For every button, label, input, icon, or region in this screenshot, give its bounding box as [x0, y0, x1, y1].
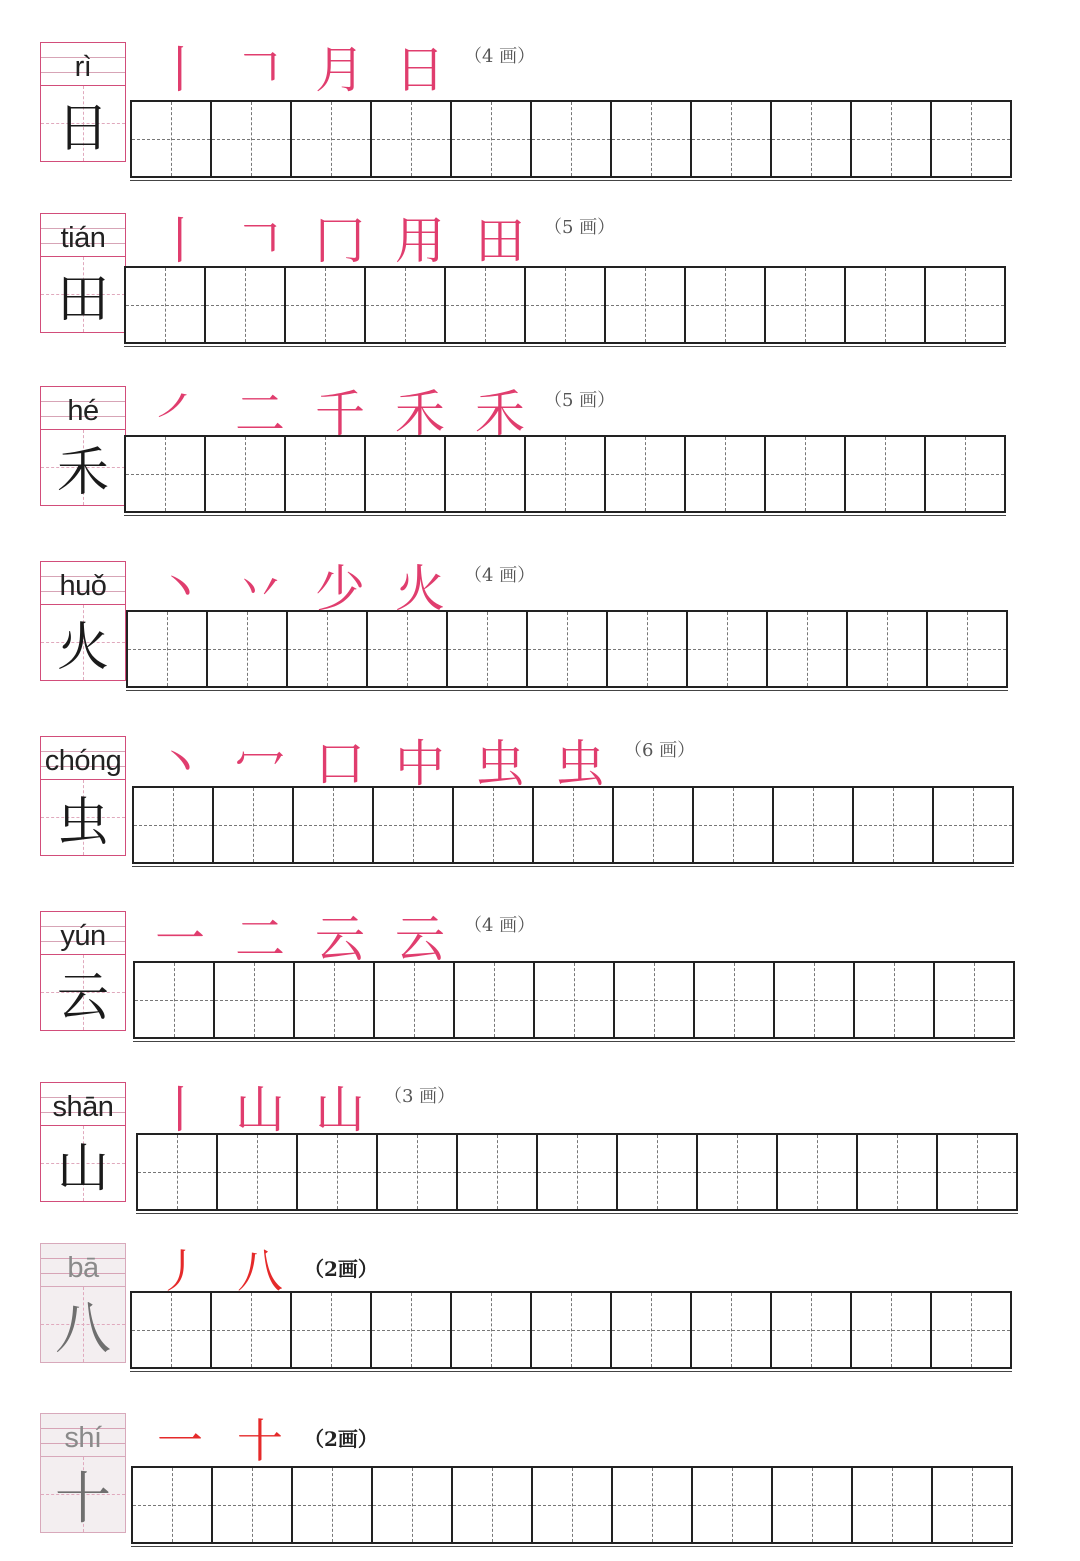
practice-cell[interactable]	[292, 102, 372, 176]
practice-cell[interactable]	[693, 1468, 773, 1542]
practice-cell[interactable]	[368, 612, 448, 686]
model-char: 云	[56, 968, 109, 1028]
practice-cell[interactable]	[452, 102, 532, 176]
pinyin-label: bā	[67, 1252, 99, 1284]
practice-cell[interactable]	[538, 1135, 618, 1209]
stroke-count: （3 画）	[384, 1086, 456, 1107]
practice-grid	[126, 610, 1008, 688]
practice-cell[interactable]	[855, 963, 935, 1037]
pinyin-label: hé	[67, 395, 99, 427]
stroke-step: 山	[315, 1081, 365, 1139]
pinyin-box	[40, 213, 126, 257]
model-char: 山	[56, 1139, 109, 1199]
stroke-order	[140, 1409, 378, 1473]
pinyin-box	[40, 1413, 126, 1457]
stroke-step: 冂	[315, 212, 365, 270]
practice-cell[interactable]	[528, 612, 608, 686]
practice-cell[interactable]	[778, 1135, 858, 1209]
model-char: 八	[55, 1296, 111, 1362]
stroke-step: 山	[235, 1081, 285, 1139]
stroke-count: （4 画）	[464, 565, 536, 586]
practice-cell[interactable]	[772, 102, 852, 176]
stroke-count: （4 画）	[464, 46, 536, 67]
practice-cell[interactable]	[373, 1468, 453, 1542]
model-char: 十	[55, 1466, 111, 1532]
practice-cell[interactable]	[686, 268, 766, 342]
practice-cell[interactable]	[375, 963, 455, 1037]
practice-cell[interactable]	[606, 268, 686, 342]
stroke-step: 云	[315, 910, 365, 968]
practice-cell[interactable]	[614, 788, 694, 862]
practice-cell[interactable]	[215, 963, 295, 1037]
model-char-box	[40, 780, 126, 856]
practice-cell[interactable]	[286, 268, 366, 342]
practice-cell[interactable]	[454, 788, 534, 862]
practice-cell[interactable]	[934, 788, 1014, 862]
practice-cell[interactable]	[526, 268, 606, 342]
pinyin-box	[40, 1243, 126, 1287]
practice-cell[interactable]	[926, 268, 1006, 342]
practice-cell[interactable]	[458, 1135, 538, 1209]
practice-cell[interactable]	[366, 437, 446, 511]
practice-cell[interactable]	[206, 268, 286, 342]
practice-cell[interactable]	[534, 788, 614, 862]
pinyin-label: tián	[60, 222, 106, 254]
practice-cell[interactable]	[773, 1468, 853, 1542]
practice-cell[interactable]	[846, 268, 926, 342]
practice-cell[interactable]	[132, 102, 212, 176]
practice-cell[interactable]	[295, 963, 375, 1037]
stroke-step: 八	[237, 1244, 283, 1298]
model-char-box	[40, 605, 126, 681]
stroke-order	[140, 38, 535, 102]
stroke-step: 中	[395, 735, 445, 793]
practice-cell[interactable]	[694, 788, 774, 862]
practice-grid	[131, 1466, 1013, 1544]
stroke-step: 二	[235, 910, 285, 968]
practice-cell[interactable]	[606, 437, 686, 511]
model-char-box	[40, 257, 126, 333]
pinyin-label: huǒ	[59, 570, 107, 602]
practice-cell[interactable]	[615, 963, 695, 1037]
stroke-step: 口	[315, 735, 365, 793]
stroke-step: 丶	[155, 735, 205, 793]
stroke-step: 丿	[157, 1244, 203, 1298]
model-char: 田	[56, 270, 109, 330]
stroke-step: 田	[475, 212, 525, 270]
model-char-box	[40, 1126, 126, 1202]
practice-cell[interactable]	[212, 1293, 292, 1367]
practice-cell[interactable]	[372, 1293, 452, 1367]
stroke-step: 少	[315, 560, 365, 618]
practice-cell[interactable]	[453, 1468, 533, 1542]
stroke-step: 冖	[235, 735, 285, 793]
practice-cell[interactable]	[928, 612, 1008, 686]
practice-cell[interactable]	[852, 102, 932, 176]
practice-cell[interactable]	[298, 1135, 378, 1209]
stroke-step: 千	[315, 385, 365, 443]
practice-cell[interactable]	[208, 612, 288, 686]
practice-cell[interactable]	[292, 1293, 372, 1367]
model-char: 禾	[56, 443, 109, 503]
practice-cell[interactable]	[293, 1468, 373, 1542]
practice-cell[interactable]	[126, 268, 206, 342]
practice-cell[interactable]	[288, 612, 368, 686]
practice-cell[interactable]	[138, 1135, 218, 1209]
practice-cell[interactable]	[932, 102, 1012, 176]
practice-cell[interactable]	[853, 1468, 933, 1542]
model-char: 日	[56, 99, 109, 159]
pinyin-label: yún	[60, 920, 106, 952]
practice-cell[interactable]	[612, 1293, 692, 1367]
practice-cell[interactable]	[218, 1135, 298, 1209]
practice-cell[interactable]	[854, 788, 934, 862]
practice-cell[interactable]	[692, 102, 772, 176]
stroke-order	[140, 209, 615, 273]
practice-cell[interactable]	[526, 437, 606, 511]
pinyin-label: rì	[74, 51, 92, 83]
stroke-step: 丷	[235, 560, 285, 618]
stroke-step: 𠃍	[235, 212, 285, 270]
practice-cell[interactable]	[686, 437, 766, 511]
practice-grid	[133, 961, 1015, 1039]
practice-cell[interactable]	[613, 1468, 693, 1542]
stroke-step: 𠃍	[235, 41, 285, 99]
practice-cell[interactable]	[446, 437, 526, 511]
practice-cell[interactable]	[372, 102, 452, 176]
practice-cell[interactable]	[774, 788, 854, 862]
stroke-step: 二	[235, 385, 285, 443]
pinyin-box	[40, 42, 126, 86]
model-char-box	[40, 955, 126, 1031]
stroke-step: 禾	[475, 385, 525, 443]
stroke-step: 月	[315, 41, 365, 99]
stroke-step: 虫	[555, 735, 605, 793]
practice-cell[interactable]	[858, 1135, 938, 1209]
practice-cell[interactable]	[532, 102, 612, 176]
practice-cell[interactable]	[213, 1468, 293, 1542]
practice-cell[interactable]	[206, 437, 286, 511]
stroke-step: 丨	[155, 41, 205, 99]
practice-cell[interactable]	[533, 1468, 613, 1542]
pinyin-label: shí	[64, 1422, 102, 1454]
practice-cell[interactable]	[766, 268, 846, 342]
practice-cell[interactable]	[846, 437, 926, 511]
stroke-step: 火	[395, 560, 445, 618]
practice-cell[interactable]	[452, 1293, 532, 1367]
practice-cell[interactable]	[535, 963, 615, 1037]
stroke-step: 虫	[475, 735, 525, 793]
practice-cell[interactable]	[768, 612, 848, 686]
practice-cell[interactable]	[294, 788, 374, 862]
practice-cell[interactable]	[775, 963, 855, 1037]
pinyin-box	[40, 736, 126, 780]
practice-cell[interactable]	[212, 102, 292, 176]
practice-grid	[130, 1291, 1012, 1369]
pinyin-label: chóng	[44, 745, 122, 777]
practice-cell[interactable]	[848, 612, 928, 686]
practice-cell[interactable]	[932, 1293, 1012, 1367]
practice-cell[interactable]	[214, 788, 294, 862]
practice-cell[interactable]	[935, 963, 1015, 1037]
practice-cell[interactable]	[126, 437, 206, 511]
practice-cell[interactable]	[766, 437, 846, 511]
practice-cell[interactable]	[926, 437, 1006, 511]
model-char: 虫	[56, 793, 109, 853]
practice-cell[interactable]	[695, 963, 775, 1037]
model-char: 火	[56, 618, 109, 678]
practice-cell[interactable]	[132, 1293, 212, 1367]
pinyin-box	[40, 911, 126, 955]
practice-grid	[124, 435, 1006, 513]
practice-cell[interactable]	[608, 612, 688, 686]
practice-cell[interactable]	[688, 612, 768, 686]
practice-cell[interactable]	[532, 1293, 612, 1367]
stroke-step: 十	[237, 1414, 283, 1468]
stroke-step: 丨	[155, 1081, 205, 1139]
model-char-box	[40, 86, 126, 162]
pinyin-box	[40, 561, 126, 605]
practice-cell[interactable]	[133, 1468, 213, 1542]
stroke-step: 一	[157, 1414, 203, 1468]
practice-cell[interactable]	[933, 1468, 1013, 1542]
stroke-count: （4 画）	[464, 915, 536, 936]
stroke-count: （5 画）	[544, 390, 616, 411]
practice-cell[interactable]	[612, 102, 692, 176]
practice-cell[interactable]	[852, 1293, 932, 1367]
stroke-count: （5 画）	[544, 217, 616, 238]
stroke-count: （2画）	[304, 1257, 378, 1281]
practice-grid	[130, 100, 1012, 178]
practice-cell[interactable]	[286, 437, 366, 511]
practice-cell[interactable]	[134, 788, 214, 862]
practice-grid	[136, 1133, 1018, 1211]
practice-cell[interactable]	[448, 612, 528, 686]
practice-cell[interactable]	[455, 963, 535, 1037]
practice-grid	[132, 786, 1014, 864]
stroke-step: 丨	[155, 212, 205, 270]
stroke-step: 丶	[155, 560, 205, 618]
practice-cell[interactable]	[135, 963, 215, 1037]
stroke-step: 日	[395, 41, 445, 99]
stroke-step: 用	[395, 212, 445, 270]
stroke-step: 禾	[395, 385, 445, 443]
practice-cell[interactable]	[446, 268, 526, 342]
practice-cell[interactable]	[378, 1135, 458, 1209]
pinyin-label: shān	[52, 1091, 114, 1123]
stroke-step: 一	[155, 910, 205, 968]
model-char-box	[40, 1287, 126, 1363]
practice-cell[interactable]	[772, 1293, 852, 1367]
practice-cell[interactable]	[938, 1135, 1018, 1209]
stroke-count: （6 画）	[624, 740, 696, 761]
practice-cell[interactable]	[698, 1135, 778, 1209]
pinyin-box	[40, 386, 126, 430]
practice-cell[interactable]	[128, 612, 208, 686]
practice-cell[interactable]	[618, 1135, 698, 1209]
model-char-box	[40, 1457, 126, 1533]
stroke-step: ㇒	[155, 385, 205, 443]
pinyin-box	[40, 1082, 126, 1126]
practice-cell[interactable]	[366, 268, 446, 342]
stroke-count: （2画）	[304, 1427, 378, 1451]
stroke-step: 云	[395, 910, 445, 968]
model-char-box	[40, 430, 126, 506]
practice-cell[interactable]	[374, 788, 454, 862]
practice-cell[interactable]	[692, 1293, 772, 1367]
practice-grid	[124, 266, 1006, 344]
